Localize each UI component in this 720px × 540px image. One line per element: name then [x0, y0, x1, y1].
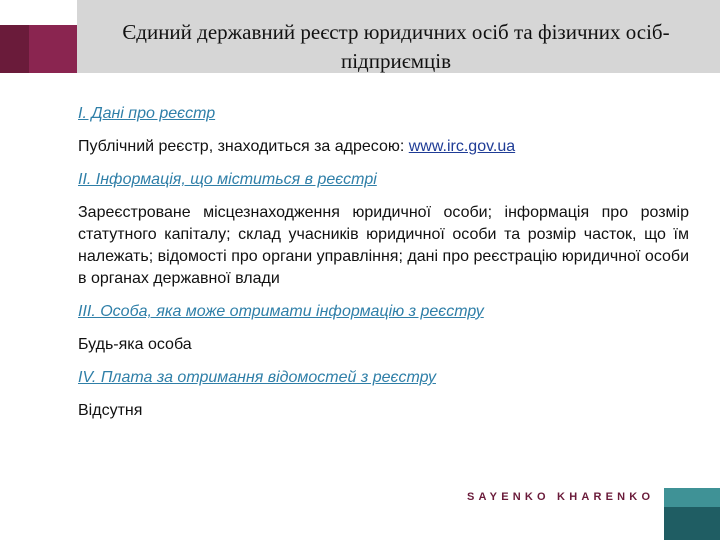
section-2-text: Зареєстроване місцезнаходження юридичної особи; інформація про розмір статутного капіталу; склад учасників юридичної особи та розмір часток, що їм належать; відомості про органи управління; дані про реєстрацію юридичної особи в органах державної влади: [78, 204, 689, 287]
section-3-heading-link[interactable]: III. Особа, яка може отримати інформацію з реєстру: [78, 303, 484, 320]
page-title: Єдиний державний реєстр юридичних осіб та фізичних осіб-підприємців: [122, 20, 670, 73]
section-3-text: Будь-яка особа: [78, 336, 192, 353]
header-decor-dark-block: [0, 25, 29, 73]
header-decor-block: [29, 25, 77, 73]
registry-url-link[interactable]: www.irc.gov.ua: [408, 138, 516, 155]
section-4-text: Відсутня: [78, 402, 143, 419]
main-content: [78, 103, 689, 433]
section-4-heading-link[interactable]: IV. Плата за отримання відомостей з реєстру: [78, 369, 436, 386]
footer-decor-block-light: [664, 488, 720, 507]
section-1-heading-link[interactable]: I. Дані про реєстр: [78, 105, 216, 122]
section-2-heading-link[interactable]: II. Інформація, що міститься в реєстрі: [78, 171, 377, 188]
footer-decor-block-dark: [664, 507, 720, 540]
company-logo: SAYENKO KHARENKO: [467, 491, 655, 503]
section-1-text-prefix: Публічний реєстр, знаходиться за адресою:: [78, 138, 409, 155]
section-1-text: [78, 136, 689, 158]
